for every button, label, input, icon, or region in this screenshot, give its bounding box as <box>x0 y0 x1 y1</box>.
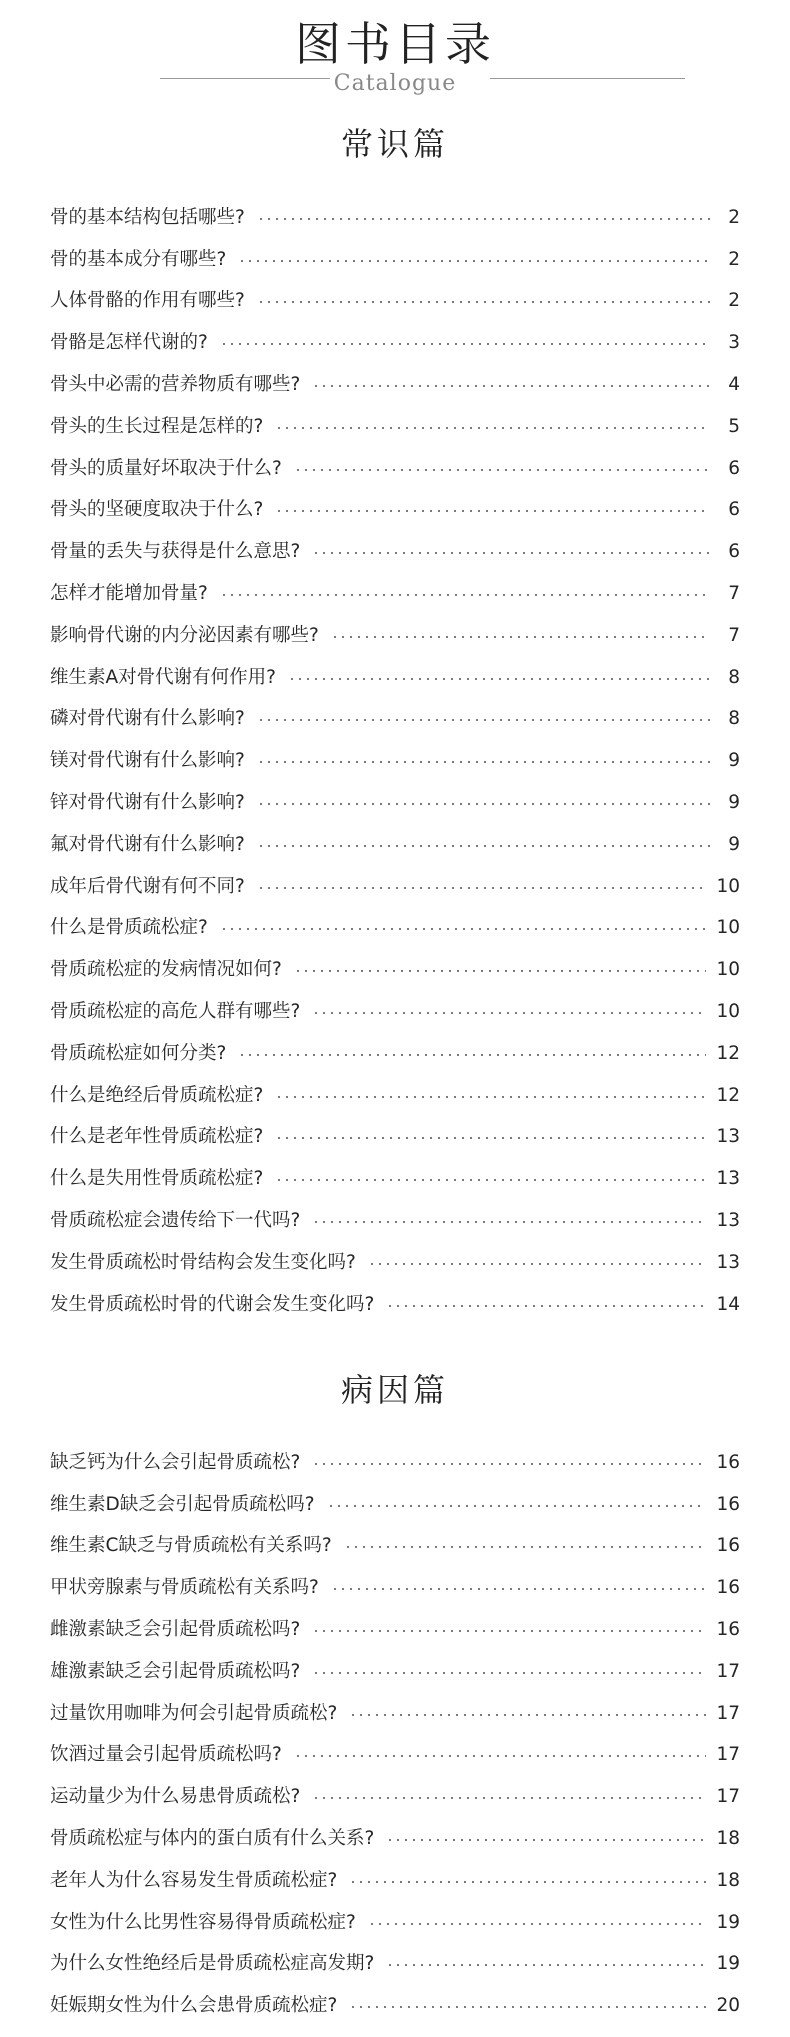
dot-leader <box>257 301 710 303</box>
toc-entry-page-number: 18 <box>716 1828 740 1850</box>
toc-entry-page-number: 8 <box>728 666 740 688</box>
toc-entry-page-number: 16 <box>716 1451 740 1473</box>
dot-leader <box>386 1305 706 1307</box>
toc-entry[interactable] <box>50 1158 740 1200</box>
toc-entry-page-number: 17 <box>716 1786 740 1808</box>
toc-entry-question: 雌激素缺乏会引起骨质疏松吗? <box>50 1619 301 1641</box>
dot-leader <box>386 1964 706 1966</box>
toc-entry[interactable] <box>50 1442 740 1484</box>
toc-entry-page-number: 16 <box>716 1577 740 1599</box>
toc-entry-question: 骨头的生长过程是怎样的? <box>50 415 264 437</box>
dot-leader <box>312 552 710 554</box>
toc-entry-question: 什么是骨质疏松症? <box>50 917 208 939</box>
toc-entry[interactable] <box>50 1526 740 1568</box>
toc-entry[interactable] <box>50 824 740 866</box>
toc-entry[interactable] <box>50 1075 740 1117</box>
toc-entry-page-number: 10 <box>716 959 740 981</box>
dot-leader <box>331 636 710 638</box>
dot-leader <box>327 1505 707 1507</box>
toc-entry-page-number: 20 <box>716 1995 740 2017</box>
dot-leader <box>275 1137 706 1139</box>
toc-entry-question: 骨骼是怎样代谢的? <box>50 332 208 354</box>
toc-entry-page-number: 9 <box>728 750 740 772</box>
toc-entry-question: 过量饮用咖啡为何会引起骨质疏松? <box>50 1702 338 1724</box>
toc-list-common-knowledge <box>50 197 740 1326</box>
toc-entry-page-number: 14 <box>716 1293 740 1315</box>
toc-entry-question: 发生骨质疏松时骨结构会发生变化吗? <box>50 1251 356 1273</box>
toc-entry[interactable] <box>50 1567 740 1609</box>
dot-leader <box>257 845 710 847</box>
toc-entry[interactable] <box>50 1284 740 1326</box>
toc-entry-question: 维生素D缺乏会引起骨质疏松吗? <box>50 1493 315 1515</box>
toc-entry-question: 为什么女性绝经后是骨质疏松症高发期? <box>50 1953 375 1975</box>
toc-entry[interactable] <box>50 1242 740 1284</box>
dot-leader <box>294 469 710 471</box>
dot-leader <box>312 385 710 387</box>
toc-entry[interactable] <box>50 1484 740 1526</box>
toc-list-causes <box>50 1442 740 2027</box>
dot-leader <box>220 594 710 596</box>
toc-entry-page-number: 13 <box>716 1210 740 1232</box>
toc-entry[interactable] <box>50 782 740 824</box>
dot-leader <box>257 218 710 220</box>
toc-entry-page-number: 2 <box>728 206 740 228</box>
dot-leader <box>331 1588 707 1590</box>
toc-entry-question: 骨质疏松症的高危人群有哪些? <box>50 1001 301 1023</box>
toc-entry-page-number: 16 <box>716 1619 740 1641</box>
toc-entry-question: 运动量少为什么易患骨质疏松? <box>50 1786 301 1808</box>
toc-entry[interactable] <box>50 1200 740 1242</box>
dot-leader <box>349 1881 706 1883</box>
toc-entry-question: 什么是失用性骨质疏松症? <box>50 1168 264 1190</box>
toc-entry-question: 骨的基本成分有哪些? <box>50 248 227 270</box>
toc-entry-question: 镁对骨代谢有什么影响? <box>50 750 245 772</box>
toc-entry[interactable] <box>50 531 740 573</box>
toc-entry-question: 成年后骨代谢有何不同? <box>50 875 245 897</box>
toc-entry-question: 骨头的质量好坏取决于什么? <box>50 457 282 479</box>
toc-entry[interactable] <box>50 1735 740 1777</box>
toc-entry[interactable] <box>50 1902 740 1944</box>
toc-entry[interactable] <box>50 1818 740 1860</box>
dot-leader <box>257 887 707 889</box>
dot-leader <box>238 260 710 262</box>
dot-leader <box>368 1923 707 1925</box>
toc-entry-page-number: 18 <box>716 1869 740 1891</box>
toc-entry[interactable] <box>50 239 740 281</box>
toc-entry[interactable] <box>50 991 740 1033</box>
toc-entry[interactable] <box>50 448 740 490</box>
toc-entry-question: 锌对骨代谢有什么影响? <box>50 792 245 814</box>
dot-leader <box>238 1054 706 1056</box>
toc-entry-question: 氟对骨代谢有什么影响? <box>50 833 245 855</box>
dot-leader <box>312 1630 706 1632</box>
toc-entry-question: 人体骨骼的作用有哪些? <box>50 290 245 312</box>
toc-entry-question: 缺乏钙为什么会引起骨质疏松? <box>50 1451 301 1473</box>
toc-entry-page-number: 9 <box>728 792 740 814</box>
toc-entry[interactable] <box>50 657 740 699</box>
toc-entry-question: 维生素C缺乏与骨质疏松有关系吗? <box>50 1535 332 1557</box>
toc-entry-page-number: 7 <box>728 583 740 605</box>
toc-entry-question: 骨头中必需的营养物质有哪些? <box>50 374 301 396</box>
toc-entry-page-number: 17 <box>716 1660 740 1682</box>
toc-entry-question: 骨头的坚硬度取决于什么? <box>50 499 264 521</box>
toc-entry[interactable] <box>50 949 740 991</box>
toc-entry-page-number: 9 <box>728 833 740 855</box>
toc-entry[interactable] <box>50 1609 740 1651</box>
toc-entry[interactable] <box>50 322 740 364</box>
toc-entry-page-number: 10 <box>716 1001 740 1023</box>
toc-entry[interactable] <box>50 908 740 950</box>
toc-entry-page-number: 16 <box>716 1493 740 1515</box>
toc-entry-page-number: 17 <box>716 1744 740 1766</box>
toc-entry[interactable] <box>50 1693 740 1735</box>
toc-entry[interactable] <box>50 740 740 782</box>
toc-entry-page-number: 6 <box>728 457 740 479</box>
toc-entry-question: 磷对骨代谢有什么影响? <box>50 708 245 730</box>
toc-entry-question: 维生素A对骨代谢有何作用? <box>50 666 276 688</box>
toc-entry[interactable] <box>50 1651 740 1693</box>
dot-leader <box>312 1012 706 1014</box>
dot-leader <box>312 1797 706 1799</box>
toc-entry-page-number: 7 <box>728 624 740 646</box>
toc-entry[interactable] <box>50 866 740 908</box>
toc-entry-question: 饮酒过量会引起骨质疏松吗? <box>50 1744 282 1766</box>
toc-entry-question: 发生骨质疏松时骨的代谢会发生变化吗? <box>50 1293 375 1315</box>
dot-leader <box>294 1755 707 1757</box>
toc-entry-page-number: 6 <box>728 541 740 563</box>
toc-entry[interactable] <box>50 364 740 406</box>
page-title: 图书目录 <box>295 17 495 71</box>
toc-entry-question: 妊娠期女性为什么会患骨质疏松症? <box>50 1995 338 2017</box>
dot-leader <box>349 1714 706 1716</box>
dot-leader <box>275 1179 706 1181</box>
toc-entry-page-number: 2 <box>728 290 740 312</box>
toc-entry-page-number: 2 <box>728 248 740 270</box>
toc-entry-question: 骨质疏松症会遗传给下一代吗? <box>50 1210 301 1232</box>
toc-entry-page-number: 13 <box>716 1168 740 1190</box>
toc-entry[interactable] <box>50 699 740 741</box>
toc-entry[interactable] <box>50 1944 740 1986</box>
toc-entry[interactable] <box>50 406 740 448</box>
toc-entry[interactable] <box>50 615 740 657</box>
toc-entry-question: 什么是绝经后骨质疏松症? <box>50 1084 264 1106</box>
dot-leader <box>294 970 707 972</box>
toc-entry-page-number: 16 <box>716 1535 740 1557</box>
toc-entry[interactable] <box>50 197 740 239</box>
toc-entry[interactable] <box>50 1776 740 1818</box>
page-subtitle: Catalogue <box>333 71 457 96</box>
toc-entry-question: 影响骨代谢的内分泌因素有哪些? <box>50 624 319 646</box>
toc-entry-question: 甲状旁腺素与骨质疏松有关系吗? <box>50 1577 319 1599</box>
dot-leader <box>257 719 710 721</box>
toc-entry[interactable] <box>50 573 740 615</box>
toc-entry-question: 骨质疏松症如何分类? <box>50 1042 227 1064</box>
dot-leader <box>275 510 710 512</box>
toc-entry-page-number: 12 <box>716 1084 740 1106</box>
toc-entry-page-number: 12 <box>716 1042 740 1064</box>
toc-entry-question: 怎样才能增加骨量? <box>50 583 208 605</box>
toc-entry-question: 骨的基本结构包括哪些? <box>50 206 245 228</box>
toc-entry-question: 骨量的丢失与获得是什么意思? <box>50 541 301 563</box>
toc-entry-page-number: 6 <box>728 499 740 521</box>
dot-leader <box>257 803 710 805</box>
dot-leader <box>312 1221 706 1223</box>
toc-entry-question: 老年人为什么容易发生骨质疏松症? <box>50 1869 338 1891</box>
dot-leader <box>288 678 710 680</box>
dot-leader <box>312 1672 706 1674</box>
toc-entry-page-number: 19 <box>716 1911 740 1933</box>
dot-leader <box>368 1263 707 1265</box>
dot-leader <box>220 343 710 345</box>
toc-entry-page-number: 17 <box>716 1702 740 1724</box>
toc-entry[interactable] <box>50 1860 740 1902</box>
section-title-common-knowledge: 常识篇 <box>340 125 449 163</box>
toc-entry[interactable] <box>50 1033 740 1075</box>
toc-entry[interactable] <box>50 1117 740 1159</box>
dot-leader <box>386 1839 706 1841</box>
toc-entry-question: 什么是老年性骨质疏松症? <box>50 1126 264 1148</box>
dot-leader <box>349 2006 706 2008</box>
dot-leader <box>275 1096 706 1098</box>
dot-leader <box>275 427 710 429</box>
toc-entry-page-number: 3 <box>728 332 740 354</box>
page-header <box>0 0 790 110</box>
toc-entry-question: 女性为什么比男性容易得骨质疏松症? <box>50 1911 356 1933</box>
toc-entry-question: 骨质疏松症与体内的蛋白质有什么关系? <box>50 1828 375 1850</box>
toc-entry-page-number: 19 <box>716 1953 740 1975</box>
toc-entry-page-number: 8 <box>728 708 740 730</box>
toc-entry-page-number: 5 <box>728 415 740 437</box>
toc-entry-question: 雄激素缺乏会引起骨质疏松吗? <box>50 1660 301 1682</box>
toc-entry[interactable] <box>50 1985 740 2027</box>
toc-entry[interactable] <box>50 281 740 323</box>
toc-entry-page-number: 13 <box>716 1126 740 1148</box>
toc-entry-question: 骨质疏松症的发病情况如何? <box>50 959 282 981</box>
dot-leader <box>257 761 710 763</box>
section-title-causes: 病因篇 <box>340 1371 449 1409</box>
toc-entry-page-number: 10 <box>716 917 740 939</box>
toc-entry-page-number: 13 <box>716 1251 740 1273</box>
toc-entry[interactable] <box>50 490 740 532</box>
toc-entry-page-number: 10 <box>716 875 740 897</box>
dot-leader <box>312 1463 706 1465</box>
toc-entry-page-number: 4 <box>728 374 740 396</box>
dot-leader <box>344 1546 707 1548</box>
dot-leader <box>220 928 707 930</box>
